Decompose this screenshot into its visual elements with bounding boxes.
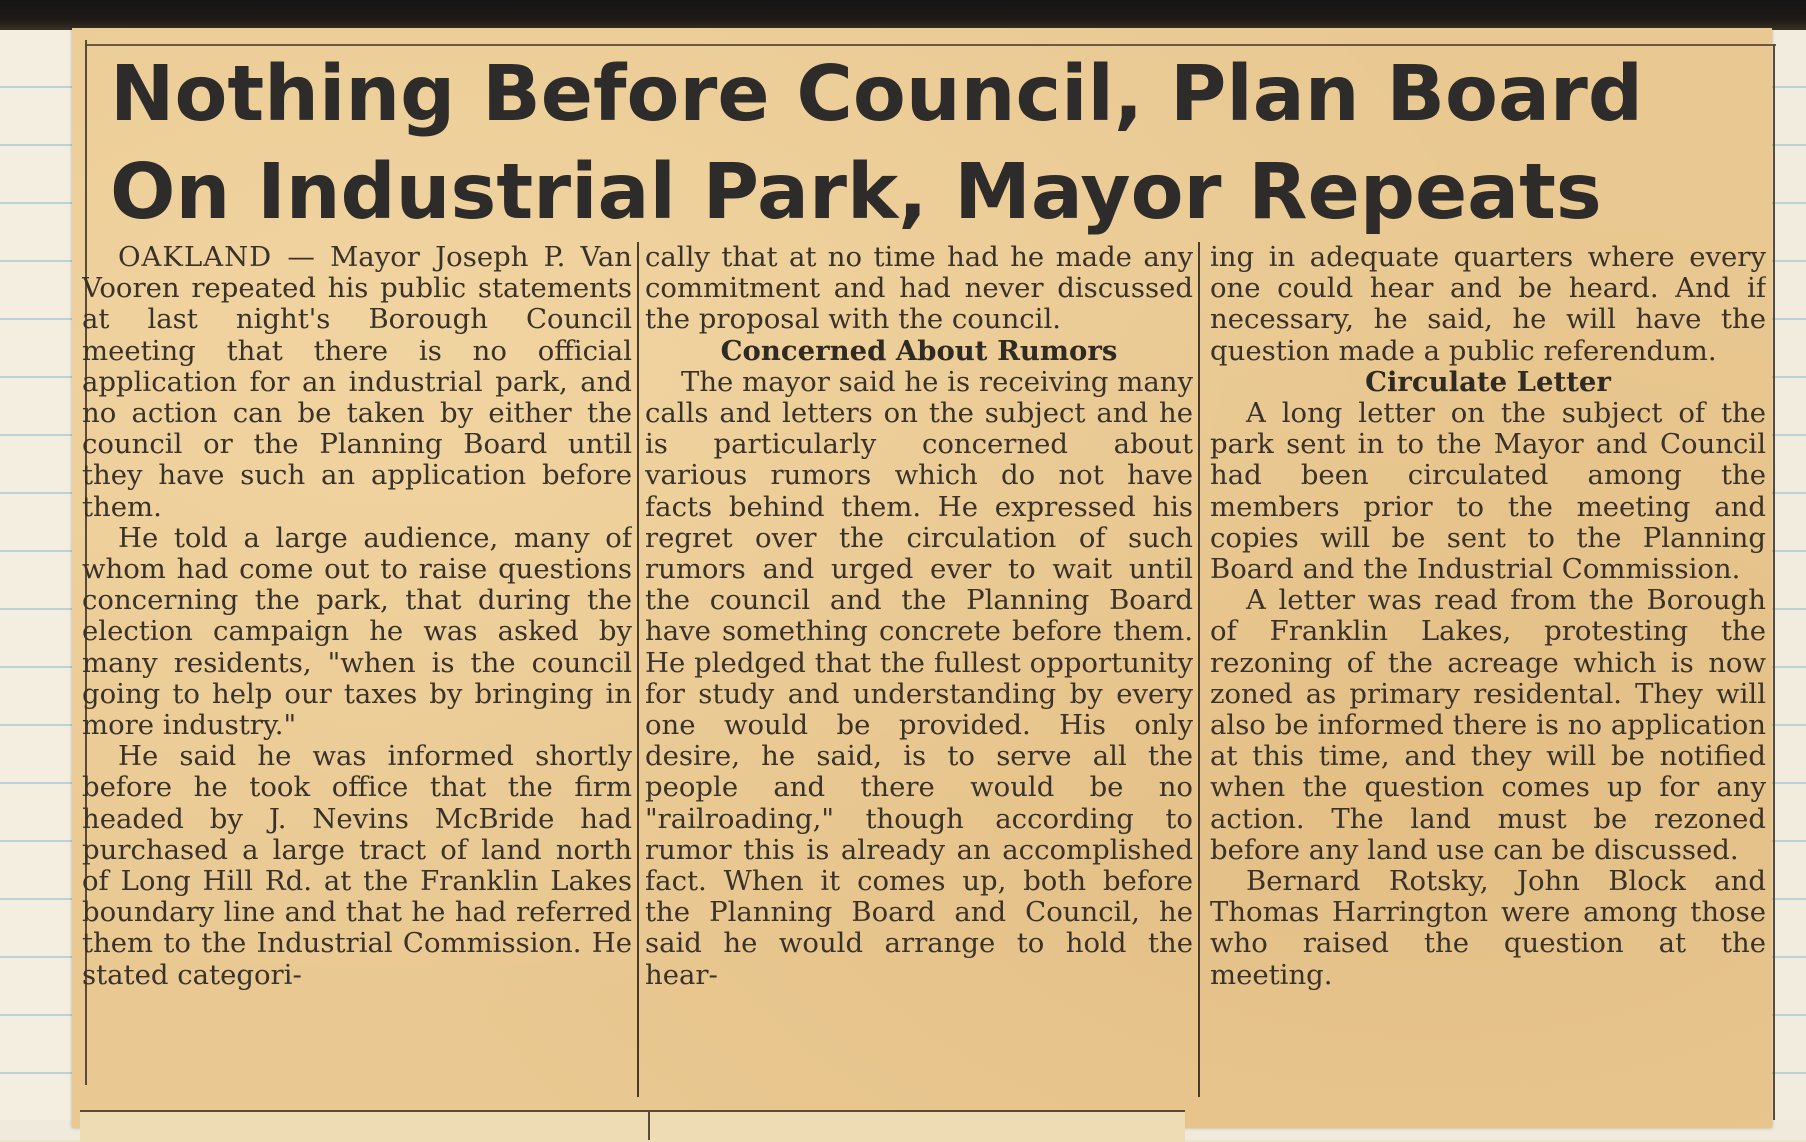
headline-line-1: Nothing Before Council, Plan Board xyxy=(110,50,1644,139)
paragraph: A letter was read from the Borough of Franklin Lakes, protesting the rezoning of the acreage which is now zoned as primary residental. They will also be informed there is no application at this time, and they will be notified when the question comes up for any action. The land must be rezoned before any land use can be discussed. xyxy=(1210,584,1766,866)
paragraph: Bernard Rotsky, John Block and Thomas Harrington were among those who raised the question at the meeting. xyxy=(1210,865,1766,991)
paragraph xyxy=(82,242,632,523)
scrapbook-page-right xyxy=(1770,30,1806,1140)
subheading: Circulate Letter xyxy=(1365,365,1611,398)
subheading: Concerned About Rumors xyxy=(720,334,1118,367)
remnant-divider xyxy=(648,1112,650,1140)
paragraph-text: — Mayor Joseph P. Van Vooren repeated his public statements at last night's Borough Council meeting that there is no official application for an industrial park, and no action can be taken by either the council or the Planning Board until they have such an application before them. xyxy=(82,242,632,523)
article-column-2 xyxy=(645,242,1193,1102)
paragraph: cally that at no time had he made any commitment and had never discussed the proposal with the council. xyxy=(645,242,1193,336)
column-divider xyxy=(1198,242,1200,1097)
article-column-3 xyxy=(1210,242,1766,1102)
torn-clipping-remnant xyxy=(80,1110,1185,1142)
paragraph: ing in adequate quarters where every one could hear and be heard. And if necessary, he said, he will have the question made a public referendum. xyxy=(1210,242,1766,367)
dateline: OAKLAND xyxy=(118,242,273,273)
paragraph: He told a large audience, many of whom had come out to raise questions concerning the park, that during the election campaign he was asked by many residents, "when is the council going to help our taxes by bringing in more industry." xyxy=(82,521,632,742)
paragraph: A long letter on the subject of the park sent in to the Mayor and Council had been circulated among the members prior to the meeting and copies will be sent to the Planning Board and the Industrial Commission. xyxy=(1210,397,1766,586)
article-column-1 xyxy=(82,242,632,1102)
right-border-rule xyxy=(1773,45,1775,1120)
article-headline xyxy=(110,46,1750,242)
column-divider xyxy=(637,242,639,1097)
headline-line-2: On Industrial Park, Mayor Repeats xyxy=(110,148,1602,237)
paragraph: He said he was informed shortly before he took office that the firm headed by J. Nevins McBride had purchased a large tract of land north of Long Hill Rd. at the Franklin Lakes boundary line and that he had referred them to the Industrial Commission. He stated categori- xyxy=(82,740,632,991)
scan-top-edge xyxy=(0,0,1806,30)
paragraph: The mayor said he is receiving many calls and letters on the subject and he is particularly concerned about various rumors which do not have facts behind them. He expressed his regret over the circulation of such rumors and urged ever to wait until the council and the Planning Board have something concrete before them. He pledged that the fullest opportunity for study and understanding by every one would be provided. His only desire, he said, is to serve all the people and there would be no "railroading," though according to rumor this is already an accomplished fact. When it comes up, both before the Planning Board and Council, he said he would arrange to hold the hear- xyxy=(645,365,1193,991)
